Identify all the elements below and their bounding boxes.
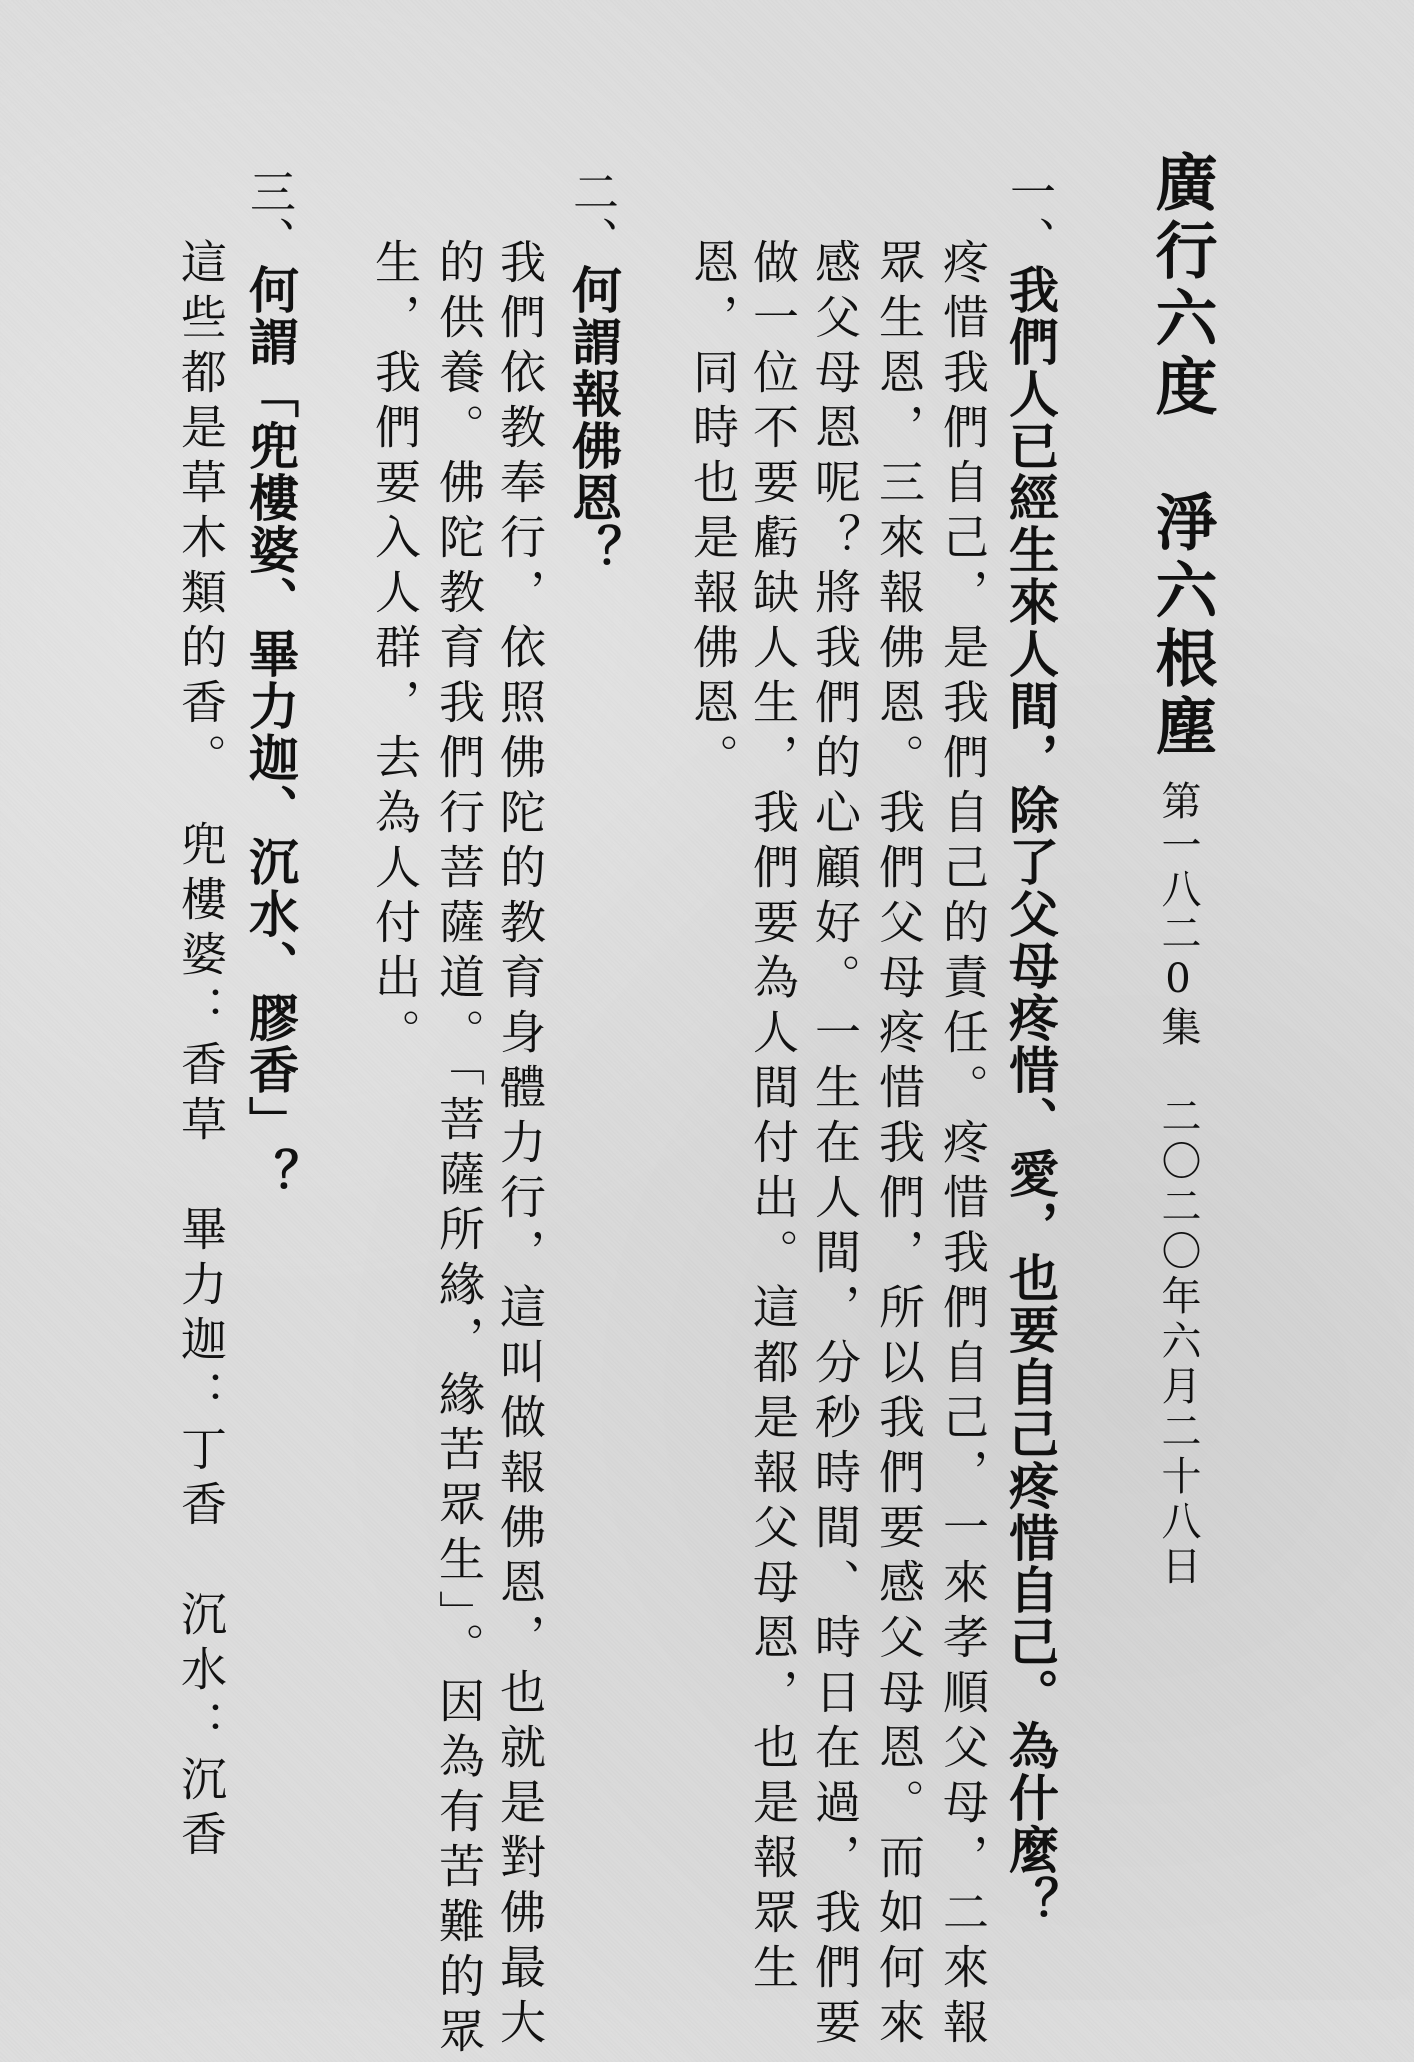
section-2-heading-text: 何謂報佛恩？ (564, 264, 623, 576)
section-2-number: 二、 (566, 168, 620, 264)
section-3-line-1: 這些都是草木類的香。 兜樓婆：香草 畢力迦：丁香 沉水：沉香 (174, 238, 228, 1865)
section-1-line-4: 做一位不要虧缺人生，我們要為人間付出。這都是報父母恩，也是報眾生 (746, 238, 800, 1998)
section-1-line-5: 恩，同時也是報佛恩。 (686, 238, 740, 788)
section-2-heading (564, 168, 623, 576)
section-2-line-2: 的供養。佛陀教育我們行菩薩道。「菩薩所緣，緣苦眾生」。因為有苦難的眾 (432, 238, 486, 2062)
section-1-heading (1001, 168, 1060, 1928)
section-3-number: 三、 (243, 168, 297, 264)
section-1-line-3: 感父母恩呢？將我們的心顧好。一生在人間，分秒時間、時日在過，我們要 (808, 238, 862, 2053)
broadcast-date: 二〇二〇年六月二十八日 (1155, 1095, 1201, 1590)
section-3-heading-text: 何謂「兜樓婆、畢力迦、沉水、膠香」？ (241, 264, 300, 1200)
section-2-line-1: 我們依教奉行，依照佛陀的教育身體力行，這叫做報佛恩，也就是對佛最大 (493, 238, 547, 2053)
episode-number: 第一八二0集 (1155, 780, 1201, 1050)
page-title: 廣行六度 淨六根塵 (1145, 150, 1218, 762)
section-1-heading-text: 我們人已經生來人間，除了父母疼惜、愛，也要自己疼惜自己。為什麼？ (1001, 264, 1060, 1928)
section-1-number: 一、 (1003, 168, 1057, 264)
section-1-line-1: 疼惜我們自己，是我們自己的責任。疼惜我們自己，一來孝順父母，二來報 (936, 238, 990, 2053)
section-2-line-3: 生，我們要入人群，去為人付出。 (368, 238, 422, 1063)
section-1-line-2: 眾生恩，三來報佛恩。我們父母疼惜我們，所以我們要感父母恩。而如何來 (872, 238, 926, 2053)
section-3-heading (241, 168, 300, 1200)
